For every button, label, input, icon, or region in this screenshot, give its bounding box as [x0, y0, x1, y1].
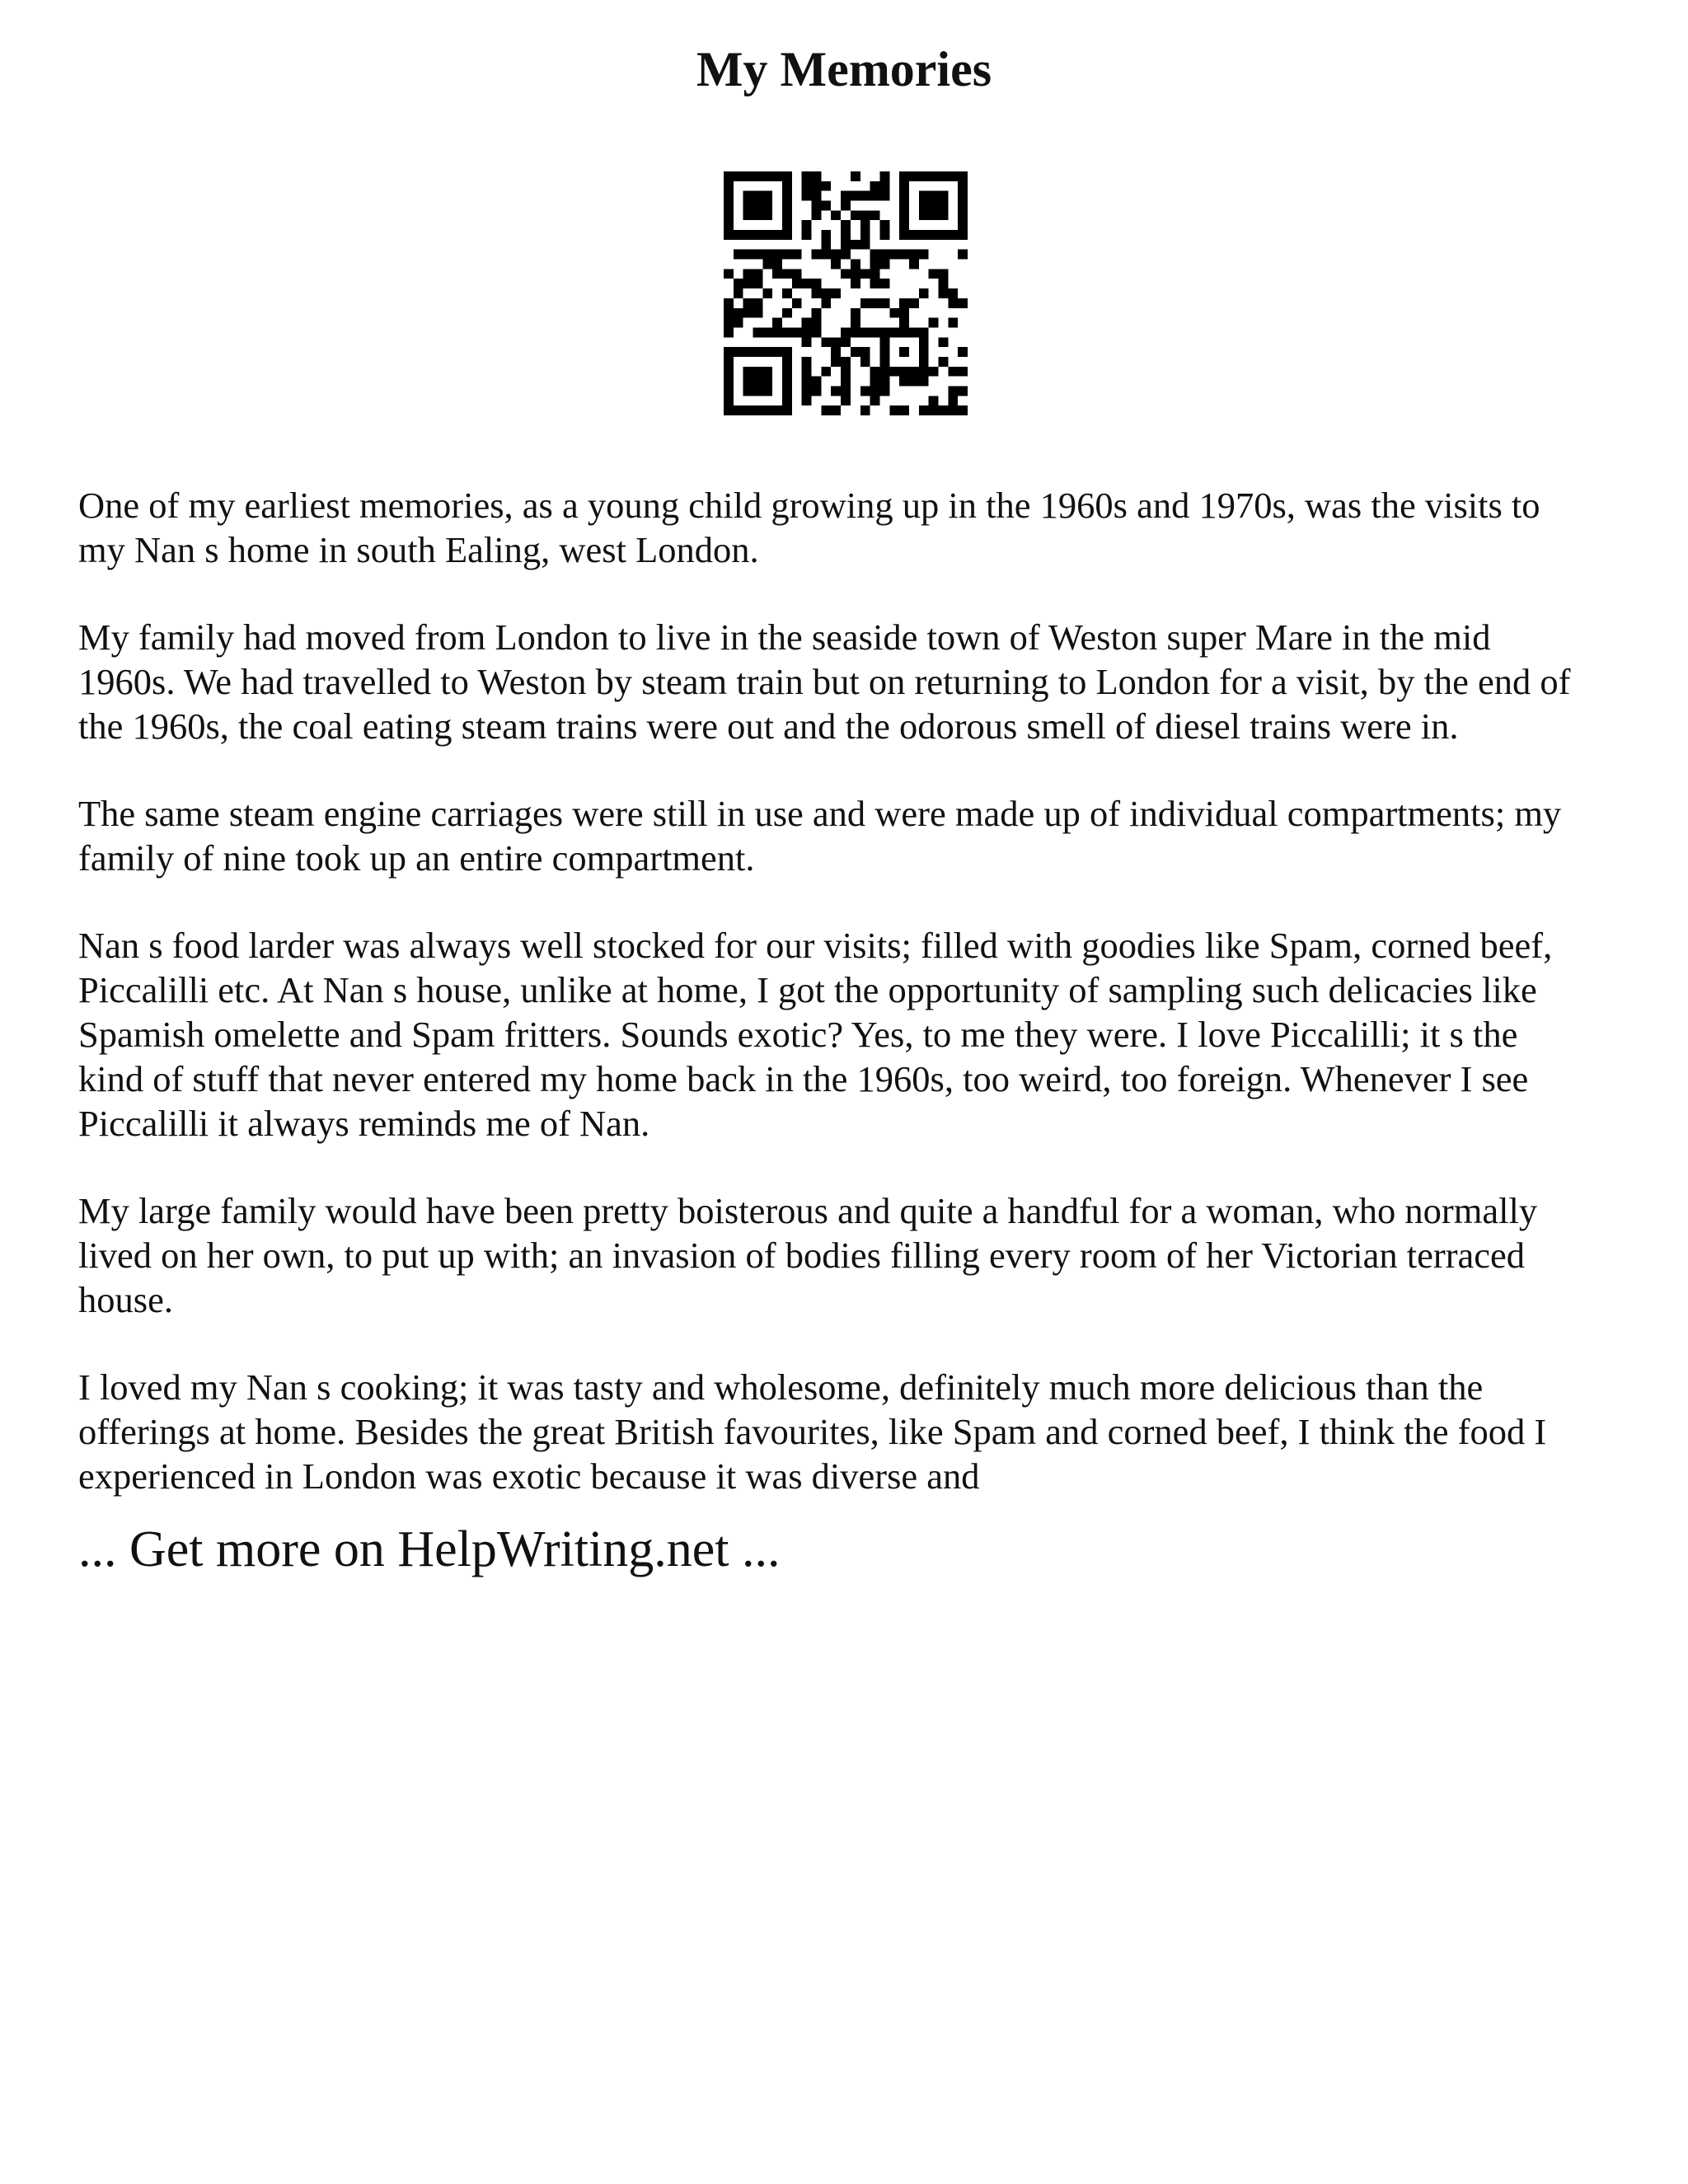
qr-module: [870, 386, 880, 396]
qr-module: [772, 327, 782, 337]
qr-module: [899, 298, 909, 308]
qr-module: [821, 288, 831, 298]
qr-module: [870, 279, 880, 288]
text-line: experienced in London was exotic because it was diverse and: [78, 1455, 980, 1497]
qr-module: [753, 327, 763, 337]
qr-module: [841, 357, 851, 367]
qr-module: [802, 181, 812, 191]
qr-module: [889, 405, 899, 415]
qr-module: [938, 405, 948, 415]
text-line: One of my earliest memories, as a young child growing up in the 1960s and 1970s, was the visits to: [78, 485, 1540, 526]
qr-module: [948, 396, 958, 405]
article-body: [78, 483, 1628, 1541]
qr-module: [821, 367, 831, 377]
qr-module: [841, 367, 851, 377]
qr-module: [860, 220, 870, 230]
qr-module: [802, 230, 812, 240]
qr-module: [851, 210, 860, 220]
qr-module: [870, 298, 880, 308]
qr-module: [782, 269, 792, 279]
qr-module: [851, 347, 860, 357]
qr-module: [909, 298, 919, 308]
qr-module: [860, 327, 870, 337]
qr-module: [860, 191, 870, 201]
qr-module: [762, 288, 772, 298]
text-line: Nan s food larder was always well stocked for our visits; filled with goodies like Spam, corned beef,: [78, 925, 1553, 966]
qr-module: [909, 250, 919, 260]
qr-module: [958, 298, 968, 308]
qr-module: [870, 377, 880, 387]
qr-module: [841, 327, 851, 337]
qr-module: [812, 279, 822, 288]
qr-module: [860, 240, 870, 250]
qr-module: [743, 250, 753, 260]
qr-module: [841, 191, 851, 201]
qr-module: [831, 405, 841, 415]
qr-module: [851, 260, 860, 269]
qr-module: [889, 308, 899, 318]
qr-module: [724, 327, 734, 337]
qr-module: [870, 181, 880, 191]
qr-module: [841, 269, 851, 279]
qr-module: [734, 250, 743, 260]
qr-module: [821, 337, 831, 347]
qr-module: [841, 201, 851, 211]
qr-module: [870, 260, 880, 269]
qr-module: [860, 210, 870, 220]
qr-module: [802, 377, 812, 387]
paragraph: [78, 615, 1628, 748]
paragraph: [78, 483, 1628, 572]
qr-module: [831, 260, 841, 269]
qr-module: [958, 250, 968, 260]
qr-module: [812, 171, 822, 181]
qr-module: [821, 240, 831, 250]
qr-module: [870, 191, 880, 201]
qr-code-icon: [724, 171, 968, 415]
qr-module: [879, 260, 889, 269]
qr-module: [772, 269, 782, 279]
qr-module: [938, 288, 948, 298]
qr-module: [782, 250, 792, 260]
qr-module: [851, 191, 860, 201]
qr-module: [762, 327, 772, 337]
qr-module: [899, 308, 909, 318]
qr-module: [802, 171, 812, 181]
text-line: kind of stuff that never entered my home back in the 1960s, too weird, too foreign. Whenever I see: [78, 1058, 1529, 1099]
qr-module: [724, 308, 734, 318]
qr-module: [753, 298, 763, 308]
qr-module: [743, 269, 753, 279]
qr-module: [821, 405, 831, 415]
paragraph: [78, 1188, 1628, 1322]
qr-module: [938, 279, 948, 288]
text-line: my Nan s home in south Ealing, west London.: [78, 529, 759, 570]
qr-module: [821, 250, 831, 260]
get-more-link[interactable]: ... Get more on HelpWriting.net ...: [78, 1521, 781, 1577]
qr-module: [743, 279, 753, 288]
qr-module: [841, 250, 851, 260]
qr-module: [753, 250, 763, 260]
qr-module: [938, 337, 948, 347]
qr-module: [870, 396, 880, 405]
qr-module: [879, 191, 889, 201]
qr-module: [802, 327, 812, 337]
qr-module: [919, 250, 929, 260]
qr-module: [851, 240, 860, 250]
qr-module: [929, 318, 939, 328]
qr-module: [782, 308, 792, 318]
qr-module: [812, 181, 822, 191]
qr-module: [938, 269, 948, 279]
qr-module: [841, 220, 851, 230]
qr-module: [821, 230, 831, 240]
qr-module: [724, 318, 734, 328]
qr-module: [792, 327, 802, 337]
qr-module: [919, 405, 929, 415]
qr-module: [841, 386, 851, 396]
text-line: offerings at home. Besides the great British favourites, like Spam and corned beef, I think the food I: [78, 1411, 1547, 1452]
qr-module: [909, 377, 919, 387]
qr-module: [831, 250, 841, 260]
qr-module: [899, 250, 909, 260]
qr-module: [772, 260, 782, 269]
qr-module: [879, 386, 889, 396]
qr-module: [948, 367, 958, 377]
qr-module: [772, 250, 782, 260]
qr-module: [879, 181, 889, 191]
qr-module: [734, 318, 743, 328]
qr-module: [831, 288, 841, 298]
qr-module: [821, 181, 831, 191]
qr-module: [851, 308, 860, 318]
qr-module: [929, 396, 939, 405]
qr-module: [958, 386, 968, 396]
qr-module: [792, 250, 802, 260]
qr-module: [734, 288, 743, 298]
qr-module: [919, 377, 929, 387]
qr-module: [870, 210, 880, 220]
qr-module: [870, 367, 880, 377]
qr-module: [860, 357, 870, 367]
qr-module: [948, 318, 958, 328]
qr-module: [743, 308, 753, 318]
text-line: The same steam engine carriages were still in use and were made up of individual compartments; my: [78, 793, 1562, 834]
qr-module: [879, 230, 889, 240]
qr-module: [782, 327, 792, 337]
qr-module: [889, 250, 899, 260]
qr-module: [812, 308, 822, 318]
qr-module: [802, 337, 812, 347]
qr-module: [948, 288, 958, 298]
qr-module: [831, 337, 841, 347]
qr-module: [851, 279, 860, 288]
qr-module: [851, 269, 860, 279]
qr-module: [879, 250, 889, 260]
qr-module: [909, 260, 919, 269]
qr-module: [792, 269, 802, 279]
page-title: My Memories: [696, 42, 992, 96]
qr-module: [860, 298, 870, 308]
qr-module: [762, 260, 772, 269]
qr-module: [812, 386, 822, 396]
qr-module: [753, 269, 763, 279]
qr-module: [802, 357, 812, 367]
qr-module: [812, 210, 822, 220]
qr-module: [802, 386, 812, 396]
qr-module: [948, 405, 958, 415]
qr-module: [831, 386, 841, 396]
qr-module: [870, 250, 880, 260]
qr-module: [841, 396, 851, 405]
text-line: 1960s. We had travelled to Weston by steam train but on returning to London for a visit, by the end of: [78, 661, 1571, 702]
qr-module: [841, 240, 851, 250]
qr-module: [762, 250, 772, 260]
text-line: the 1960s, the coal eating steam trains were out and the odorous smell of diesel trains were in.: [78, 705, 1459, 747]
qr-module: [919, 288, 929, 298]
qr-module: [860, 405, 870, 415]
qr-alignment-pattern: [899, 347, 909, 357]
qr-module: [860, 386, 870, 396]
qr-module: [812, 318, 822, 328]
qr-module: [831, 347, 841, 357]
qr-module: [734, 308, 743, 318]
qr-module: [958, 347, 968, 357]
qr-module: [899, 405, 909, 415]
text-line: Piccalilli etc. At Nan s house, unlike at home, I got the opportunity of sampling such delicacies like: [78, 969, 1537, 1010]
qr-module: [870, 327, 880, 337]
qr-module: [734, 279, 743, 288]
paragraph: [78, 791, 1628, 880]
qr-module: [812, 250, 822, 260]
qr-module: [821, 298, 831, 308]
qr-module: [860, 230, 870, 240]
qr-module: [851, 327, 860, 337]
qr-module: [929, 367, 939, 377]
qr-module: [831, 210, 841, 220]
qr-module: [802, 191, 812, 201]
qr-module: [851, 318, 860, 328]
paragraph: [78, 1365, 1628, 1498]
qr-module: [870, 269, 880, 279]
qr-module: [948, 386, 958, 396]
qr-module: [841, 377, 851, 387]
qr-module: [802, 396, 812, 405]
qr-module: [929, 405, 939, 415]
qr-module: [879, 220, 889, 230]
qr-module: [851, 171, 860, 181]
qr-module: [724, 298, 734, 308]
qr-module: [812, 377, 822, 387]
qr-module: [802, 318, 812, 328]
qr-module: [879, 298, 889, 308]
text-line: My family had moved from London to live in the seaside town of Weston super Mare in the mid: [78, 616, 1491, 658]
qr-module: [802, 279, 812, 288]
qr-module: [841, 337, 851, 347]
qr-module: [860, 347, 870, 357]
text-line: lived on her own, to put up with; an invasion of bodies filling every room of her Victorian terraced: [78, 1235, 1526, 1276]
qr-module: [938, 357, 948, 367]
qr-module: [948, 298, 958, 308]
qr-module: [812, 191, 822, 201]
qr-module: [753, 308, 763, 318]
qr-module: [821, 201, 831, 211]
qr-module: [958, 405, 968, 415]
qr-module: [753, 279, 763, 288]
qr-module: [841, 230, 851, 240]
qr-module: [879, 171, 889, 181]
qr-module: [879, 279, 889, 288]
qr-module: [879, 377, 889, 387]
qr-module: [812, 288, 822, 298]
qr-module: [860, 269, 870, 279]
qr-module: [899, 318, 909, 328]
qr-module: [782, 288, 792, 298]
qr-module: [929, 269, 939, 279]
text-line: Piccalilli it always reminds me of Nan.: [78, 1103, 650, 1144]
qr-module: [802, 220, 812, 230]
qr-module: [812, 327, 822, 337]
qr-module: [792, 298, 802, 308]
text-line: My large family would have been pretty boisterous and quite a handful for a woman, who normally: [78, 1190, 1538, 1231]
qr-module: [772, 318, 782, 328]
text-line: I loved my Nan s cooking; it was tasty and wholesome, definitely much more delicious than the: [78, 1366, 1484, 1408]
qr-module: [802, 367, 812, 377]
text-line: house.: [78, 1279, 173, 1320]
qr-module: [812, 201, 822, 211]
qr-module: [743, 298, 753, 308]
qr-module: [899, 377, 909, 387]
text-line: Spamish omelette and Spam fritters. Sounds exotic? Yes, to me they were. I love Piccalilli; it s the: [78, 1014, 1518, 1055]
qr-module: [792, 279, 802, 288]
qr-module: [724, 269, 734, 279]
paragraph: [78, 923, 1628, 1146]
qr-module: [831, 357, 841, 367]
text-line: family of nine took up an entire compartment.: [78, 837, 755, 879]
qr-module: [958, 367, 968, 377]
